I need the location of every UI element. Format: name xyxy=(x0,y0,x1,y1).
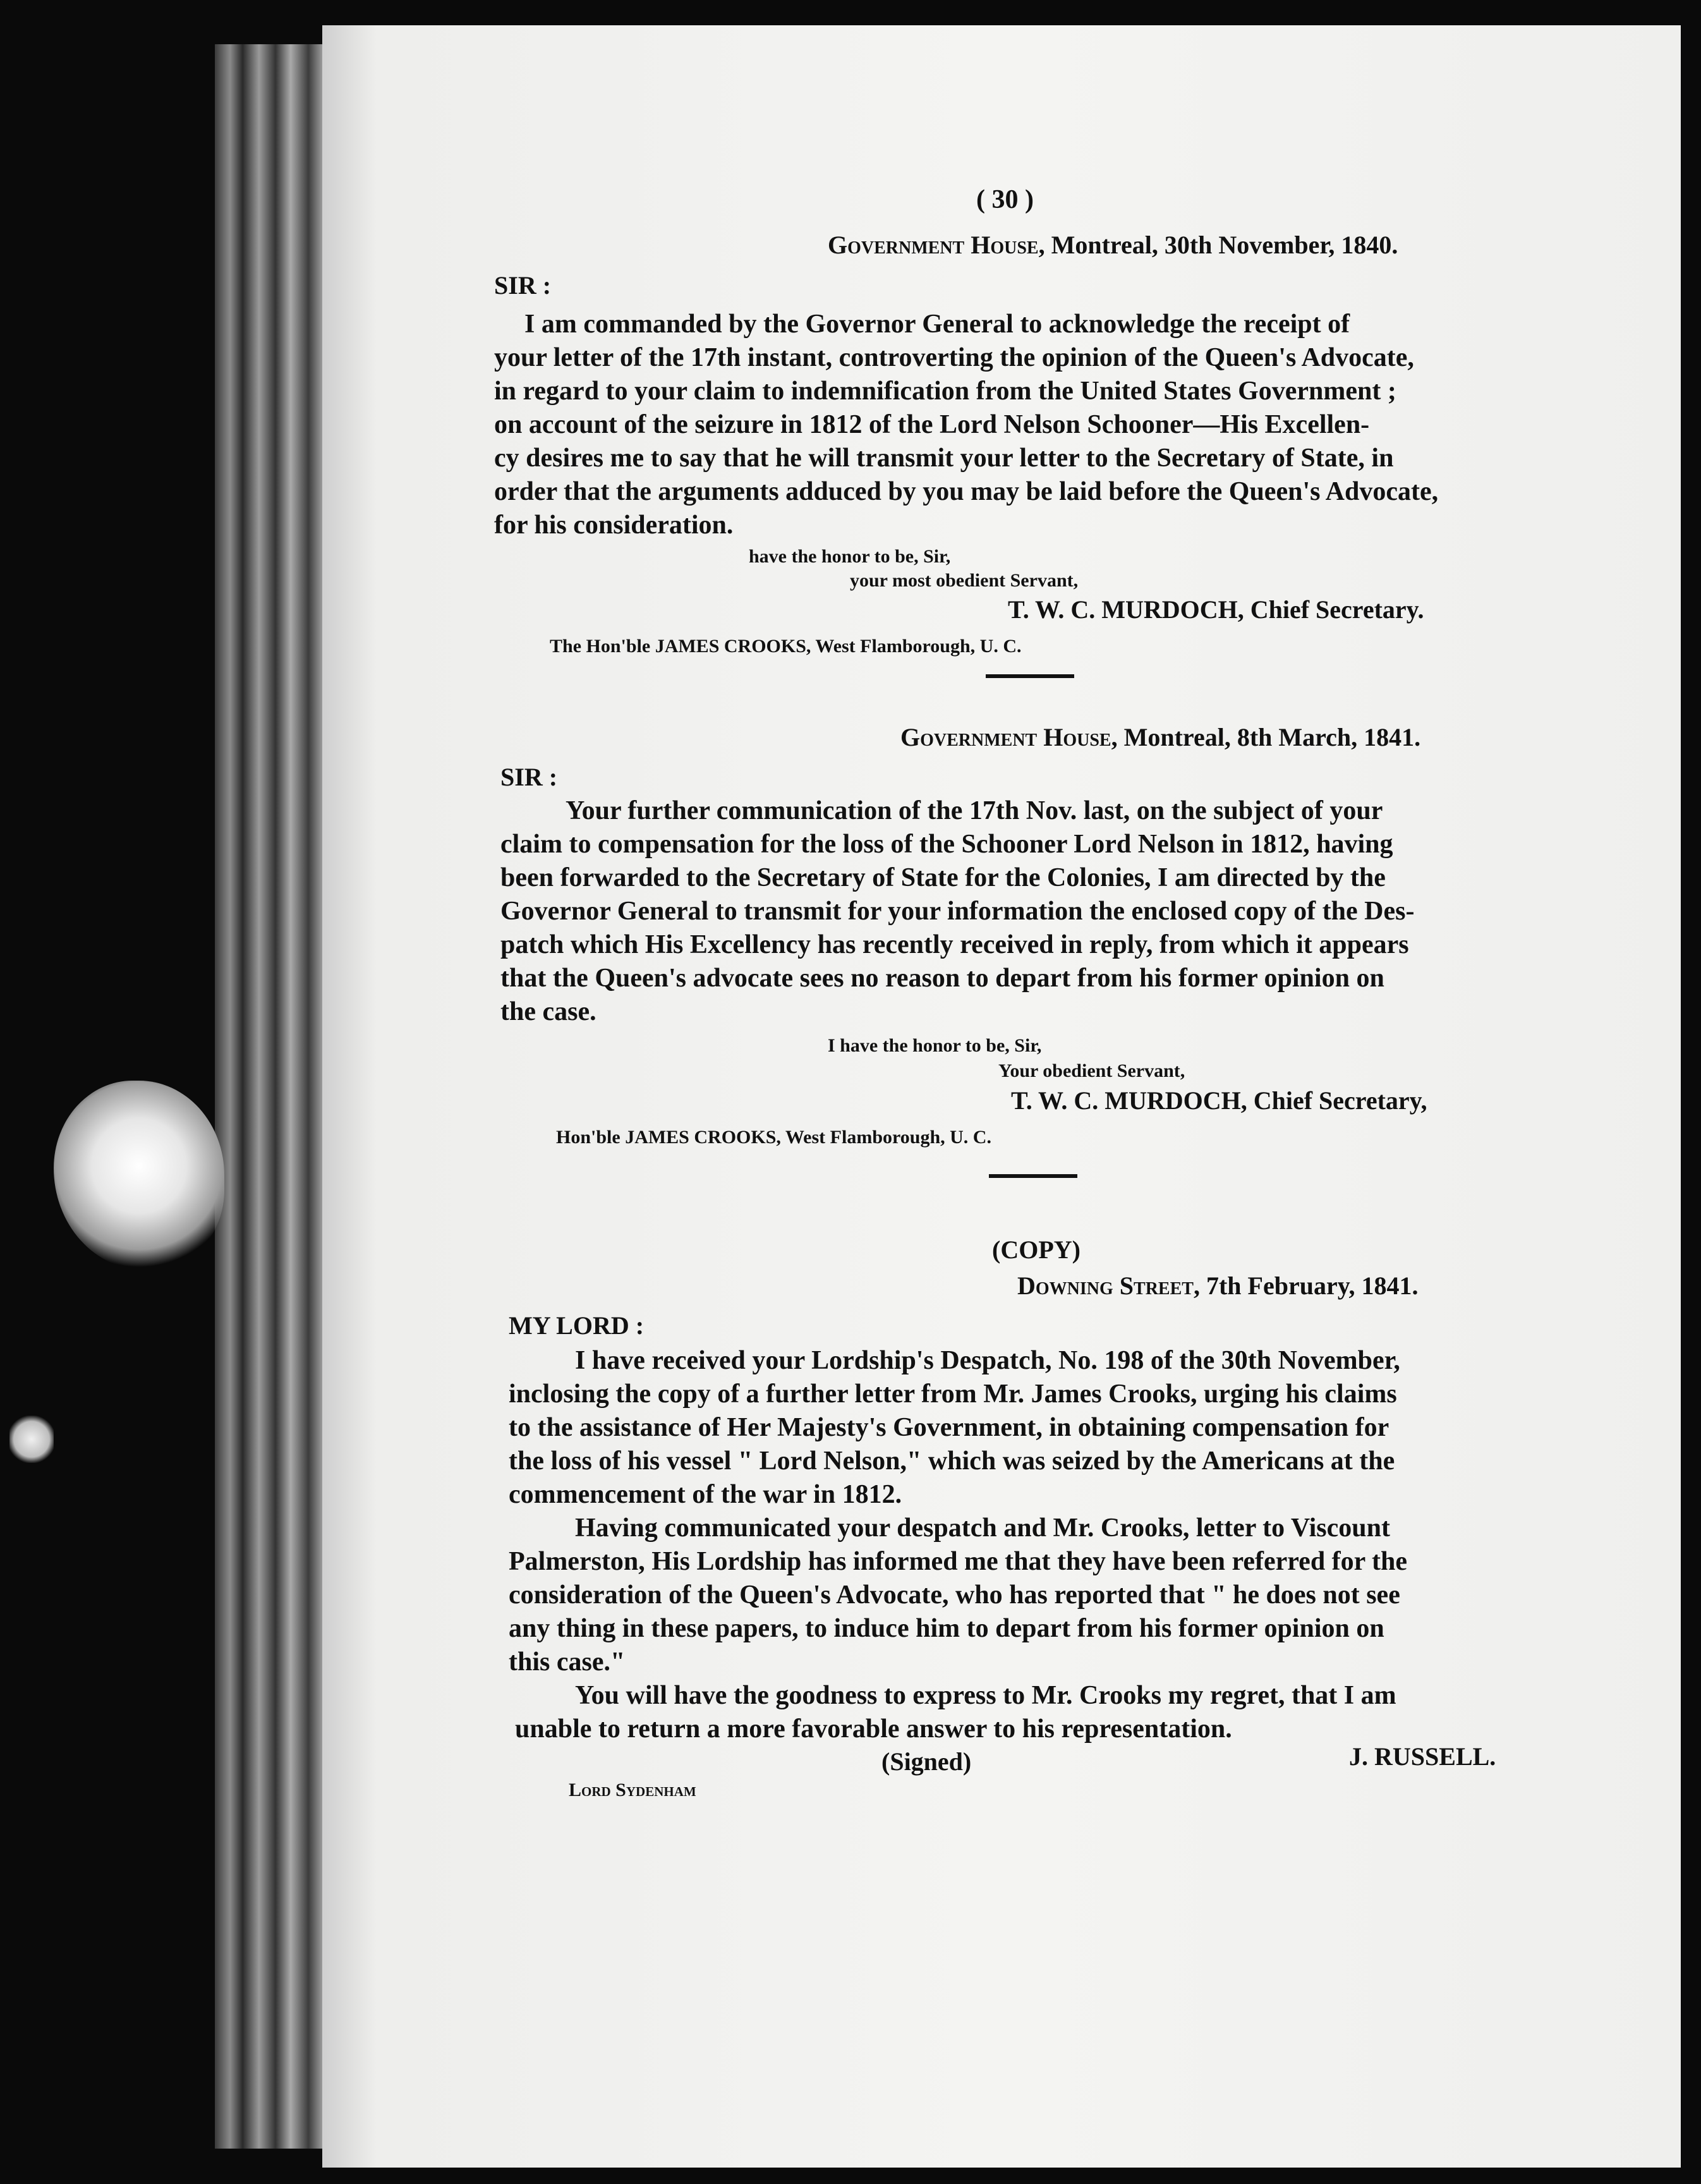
letter3-body-line: inclosing the copy of a further letter from Mr. James Crooks, urging his claims xyxy=(509,1380,1397,1409)
paper-stain xyxy=(54,1081,224,1270)
letter2-body-line: the case. xyxy=(500,997,596,1026)
letter2-dateline-rest: , Montreal, 8th March, 1841. xyxy=(1111,723,1421,751)
document-page xyxy=(322,25,1681,2168)
letter3-addressee: Lord Sydenham xyxy=(569,1780,696,1800)
letter1-body-line: cy desires me to say that he will transmit your letter to the Secretary of State, in xyxy=(494,444,1394,473)
letter2-salutation: SIR : xyxy=(500,763,558,791)
letter3-body-line: I have received your Lordship's Despatch, No. 198 of the 30th November, xyxy=(575,1346,1400,1375)
letter3-body-line: commencement of the war in 1812. xyxy=(509,1480,902,1509)
letter3-body-line: You will have the goodness to express to Mr. Crooks my regret, that I am xyxy=(575,1681,1396,1710)
letter2-closing: Your obedient Servant, xyxy=(998,1060,1185,1081)
letter1-salutation: SIR : xyxy=(494,271,552,300)
letter1-body-line: your letter of the 17th instant, controverting the opinion of the Queen's Advocate, xyxy=(494,343,1414,372)
letter1-dateline xyxy=(828,233,1398,258)
letter3-copy-label: (COPY) xyxy=(992,1235,1081,1264)
letter3-body-line: unable to return a more favorable answer to his representation. xyxy=(515,1714,1232,1744)
section-divider xyxy=(986,674,1074,678)
paper-stain-small xyxy=(9,1416,54,1463)
letter1-body-line: in regard to your claim to indemnification from the United States Government ; xyxy=(494,377,1396,406)
letter2-addressee: Hon'ble JAMES CROOKS, West Flamborough, U. C. xyxy=(556,1127,991,1148)
letter3-salutation: MY LORD : xyxy=(509,1311,645,1340)
page-number: ( 30 ) xyxy=(976,185,1034,214)
letter2-body-line: that the Queen's advocate sees no reason to depart from his former opinion on xyxy=(500,964,1384,993)
letter3-body-line: any thing in these papers, to induce him to depart from his former opinion on xyxy=(509,1614,1384,1643)
letter2-closing: I have the honor to be, Sir, xyxy=(828,1035,1042,1056)
letter1-body-line: order that the arguments adduced by you may be laid before the Queen's Advocate, xyxy=(494,477,1439,506)
letter3-body-line: consideration of the Queen's Advocate, who has reported that " he does not see xyxy=(509,1580,1400,1610)
letter3-dateline-place: Downing Street xyxy=(1017,1271,1194,1300)
letter3-body-line: the loss of his vessel " Lord Nelson," which was seized by the Americans at the xyxy=(509,1447,1395,1476)
letter1-signature: T. W. C. MURDOCH, Chief Secretary. xyxy=(1008,595,1424,624)
letter2-dateline xyxy=(900,725,1420,750)
letter1-dateline-place: Government House xyxy=(828,231,1039,259)
letter2-body-line: claim to compensation for the loss of the Schooner Lord Nelson in 1812, having xyxy=(500,830,1393,859)
letter3-dateline-rest: , 7th February, 1841. xyxy=(1193,1271,1419,1300)
section-divider xyxy=(989,1174,1077,1178)
letter2-dateline-place: Government House xyxy=(900,723,1111,751)
letter3-body-line: Palmerston, His Lordship has informed me that they have been referred for the xyxy=(509,1547,1408,1576)
letter3-signed-label: (Signed) xyxy=(881,1747,972,1776)
letter1-body-line: for his consideration. xyxy=(494,511,734,540)
letter3-body-line: to the assistance of Her Majesty's Government, in obtaining compensation for xyxy=(509,1413,1389,1442)
letter1-body-line: on account of the seizure in 1812 of the Lord Nelson Schooner—His Excellen- xyxy=(494,410,1370,439)
letter1-dateline-rest: , Montreal, 30th November, 1840. xyxy=(1038,231,1398,259)
letter3-body-line: Having communicated your despatch and Mr. Crooks, letter to Viscount xyxy=(575,1514,1390,1543)
letter1-closing: have the honor to be, Sir, xyxy=(749,546,951,567)
letter1-addressee: The Hon'ble JAMES CROOKS, West Flamborough, U. C. xyxy=(550,636,1022,657)
letter2-body-line: Your further communication of the 17th Nov. last, on the subject of your xyxy=(566,796,1383,825)
letter1-body-line: I am commanded by the Governor General to acknowledge the receipt of xyxy=(524,310,1350,339)
letter3-body-line: this case." xyxy=(509,1647,626,1677)
letter2-body-line: patch which His Excellency has recently received in reply, from which it appears xyxy=(500,930,1409,959)
letter2-body-line: Governor General to transmit for your information the enclosed copy of the Des- xyxy=(500,897,1415,926)
letter2-signature: T. W. C. MURDOCH, Chief Secretary, xyxy=(1011,1086,1427,1115)
letter1-closing: your most obedient Servant, xyxy=(850,570,1079,591)
letter2-body-line: been forwarded to the Secretary of State for the Colonies, I am directed by the xyxy=(500,863,1386,892)
letter3-signature: J. RUSSELL. xyxy=(1349,1742,1496,1771)
letter3-dateline xyxy=(1017,1273,1419,1299)
